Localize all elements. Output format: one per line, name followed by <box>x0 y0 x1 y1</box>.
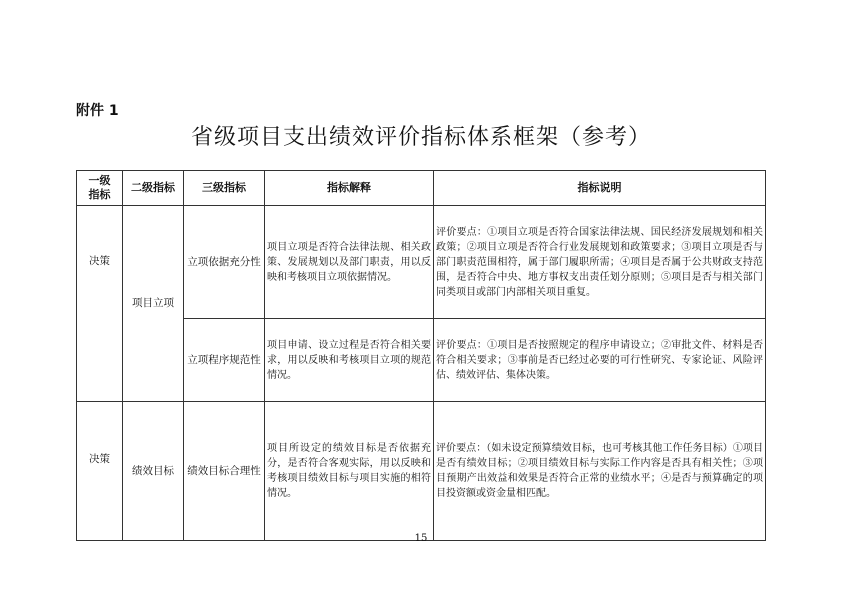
description-cell: 评价要点：①项目是否按照规定的程序申请设立；②审批文件、材料是否符合相关要求；③事前是否已经过必要的可行性研究、专家论证、风险评估、绩效评估、集体决策。 <box>434 319 766 402</box>
document-title: 省级项目支出绩效评价指标体系框架（参考） <box>190 125 651 150</box>
header-level3: 三级指标 <box>184 171 265 206</box>
level3-cell: 立项依据充分性 <box>184 206 265 319</box>
description-cell: 评价要点：①项目立项是否符合国家法律法规、国民经济发展规划和相关政策；②项目立项是否符合行业发展规划和政策要求；③项目立项是否与部门职责范围相符，属于部门履职所需；④项目是否属于公共财政支持范围，是否符合中央、地方事权支出责任划分原则；⑤项目是否与相关部门同类项目或部门内部相关项目重复。 <box>434 206 766 319</box>
explanation-cell: 项目立项是否符合法律法规、相关政策、发展规划以及部门职责，用以反映和考核项目立项依据情况。 <box>265 206 434 319</box>
attachment-label: 附件 1 <box>76 103 119 119</box>
page-number: 15 <box>414 533 428 544</box>
table-row <box>77 206 766 319</box>
header-level1: 一级 指标 <box>77 171 123 206</box>
header-level2: 二级指标 <box>123 171 184 206</box>
level1-cell: 决策 <box>77 206 123 402</box>
level2-cell: 绩效目标 <box>123 402 184 541</box>
indicator-table <box>76 170 766 541</box>
explanation-cell: 项目申请、设立过程是否符合相关要求，用以反映和考核项目立项的规范情况。 <box>265 319 434 402</box>
table-header-row <box>77 171 766 206</box>
level3-cell: 立项程序规范性 <box>184 319 265 402</box>
level2-cell: 项目立项 <box>123 206 184 402</box>
level3-cell: 绩效目标合理性 <box>184 402 265 541</box>
table-row <box>77 402 766 541</box>
header-explanation: 指标解释 <box>265 171 434 206</box>
header-description: 指标说明 <box>434 171 766 206</box>
level1-cell: 决策 <box>77 402 123 541</box>
explanation-cell: 项目所设定的绩效目标是否依据充分，是否符合客观实际，用以反映和考核项目绩效目标与项目实施的相符情况。 <box>265 402 434 541</box>
description-cell: 评价要点：（如未设定预算绩效目标，也可考核其他工作任务目标）①项目是否有绩效目标；②项目绩效目标与实际工作内容是否具有相关性；③项目预期产出效益和效果是否符合正常的业绩水平；④是否与预算确定的项目投资额或资金量相匹配。 <box>434 402 766 541</box>
